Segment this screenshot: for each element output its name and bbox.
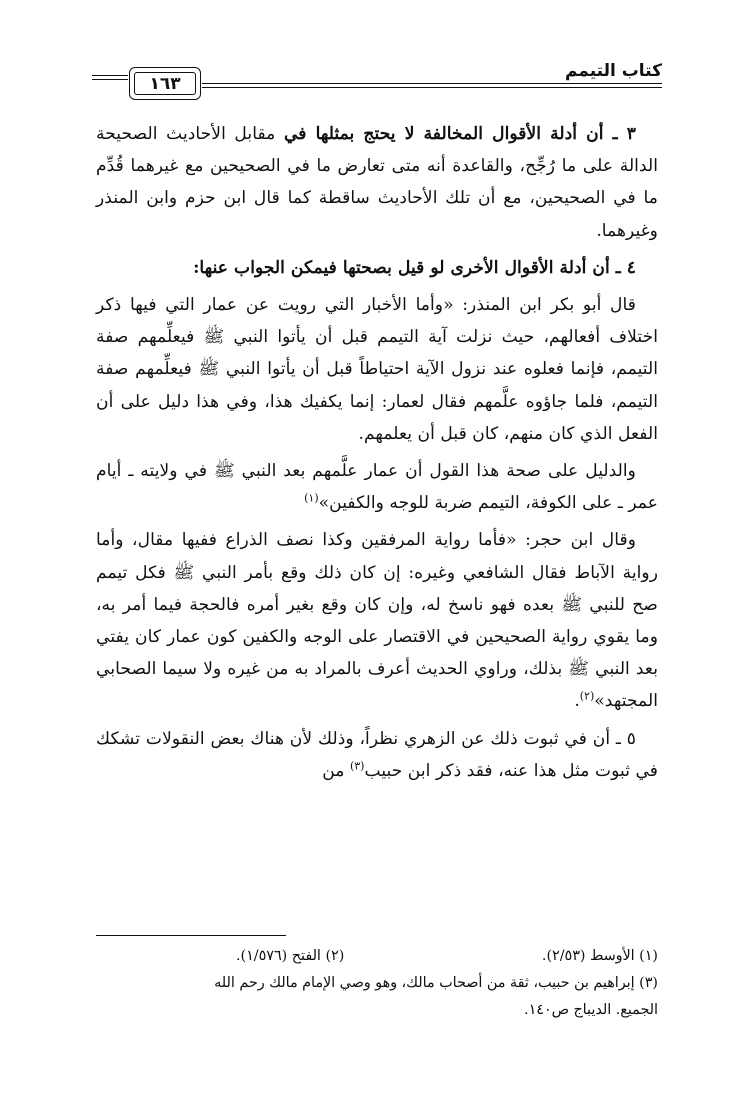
footnote-ref-3[interactable]: (٣) bbox=[349, 759, 365, 773]
paragraph-ibn-hajar bbox=[96, 524, 658, 717]
footnote-ref-2[interactable]: (٢) bbox=[579, 689, 595, 703]
ibn-hajar-end: . bbox=[574, 691, 580, 712]
point-5-text: ٥ ـ أن في ثبوت ذلك عن الزهري نظراً، وذلك لأن هناك بعض النقولات تشكك في ثبوت مثل هذا عنه، فقد ذكر ابن حبيب bbox=[96, 728, 658, 781]
main-text bbox=[96, 118, 658, 792]
footnote-2: (٢) الفتح (١/٥٧٦). bbox=[236, 948, 345, 964]
paragraph-point-4-heading: ٤ ـ أن أدلة الأقوال الأخرى لو قيل بصحتها فيمكن الجواب عنها: bbox=[193, 257, 636, 278]
footnotes bbox=[96, 943, 658, 1024]
evidence-text: والدليل على صحة هذا القول أن عمار علَّمهم بعد النبي ﷺ في ولايته ـ أيام عمر ـ على الكوفة، التيمم ضربة للوجه والكفين» bbox=[96, 461, 658, 514]
footnote-ref-1[interactable]: (١) bbox=[304, 491, 319, 505]
page-number-frame bbox=[129, 67, 201, 100]
book-title: كتاب التيمم bbox=[564, 61, 662, 81]
paragraph-ibn-almundhir: قال أبو بكر ابن المنذر: «وأما الأخبار التي رويت عن عمار التي فيها ذكر اختلاف أفعالهم، حيث نزلت آية التيمم قبل أن يأتوا النبي ﷺ فيعلِّمهم صفة التيمم، فإنما فعلوه عند نزول الآية احتياطاً قبل أن يأتوا النبي ﷺ فيعلِّمهم صفة التيمم، فلما جاؤوه علَّمهم فقال لعمار: إنما يكفيك هذا، وفي هذا دليل على أن الفعل الذي كان منهم، كان قبل أن يعلمهم. bbox=[96, 295, 658, 444]
header-rule-right bbox=[202, 83, 662, 88]
page-number: ١٦٣ bbox=[134, 72, 196, 95]
ibn-hajar-text: وقال ابن حجر: «فأما رواية المرفقين وكذا نصف الذراع ففيها مقال، وأما رواية الآباط فقال الشافعي وغيره: إن كان ذلك وقع بأمر النبي ﷺ فكل تيمم صح للنبي ﷺ بعده فهو ناسخ له، وإن كان وقع بغير أمره فالحجة فيما أمر به، وما يقوي رواية الصحيحين في الاقتصار على الوجه والكفين كون عمار كان يفتي بعد النبي ﷺ بذلك، وراوي الحديث أعرف بالمراد به من غيره ولا سيما الصحابي المجتهد» bbox=[96, 530, 658, 712]
footnote-3-line-1: (٣) إبراهيم بن حبيب، ثقة من أصحاب مالك، وهو وصي الإمام مالك رحم الله bbox=[214, 975, 658, 991]
footnote-row-1 bbox=[96, 943, 658, 970]
paragraph-point-3 bbox=[96, 118, 658, 247]
footnote-separator bbox=[96, 935, 286, 936]
point-3-lead: ٣ ـ أن أدلة الأقوال المخالفة لا يحتج بمثلها في bbox=[283, 124, 636, 144]
paragraph-evidence bbox=[96, 455, 658, 519]
header-rule-left bbox=[92, 75, 128, 80]
page-header bbox=[92, 55, 662, 105]
footnote-3-line-2: الجميع. الديباج ص١٤٠. bbox=[524, 1002, 658, 1018]
point-3-text: مقابل الأحاديث الصحيحة الدالة على ما رُجِّح، والقاعدة أنه متى تعارض ما في الصحيحين مع غيرهما قُدِّم ما في الصحيحين، مع أن تلك الأحاديث ساقطة كما قال ابن حزم وابن المنذر وغيرهما. bbox=[96, 124, 658, 241]
point-5-end: من bbox=[322, 760, 350, 781]
paragraph-point-5 bbox=[96, 723, 658, 787]
footnote-1: (١) الأوسط (٢/٥٣). bbox=[541, 948, 658, 964]
